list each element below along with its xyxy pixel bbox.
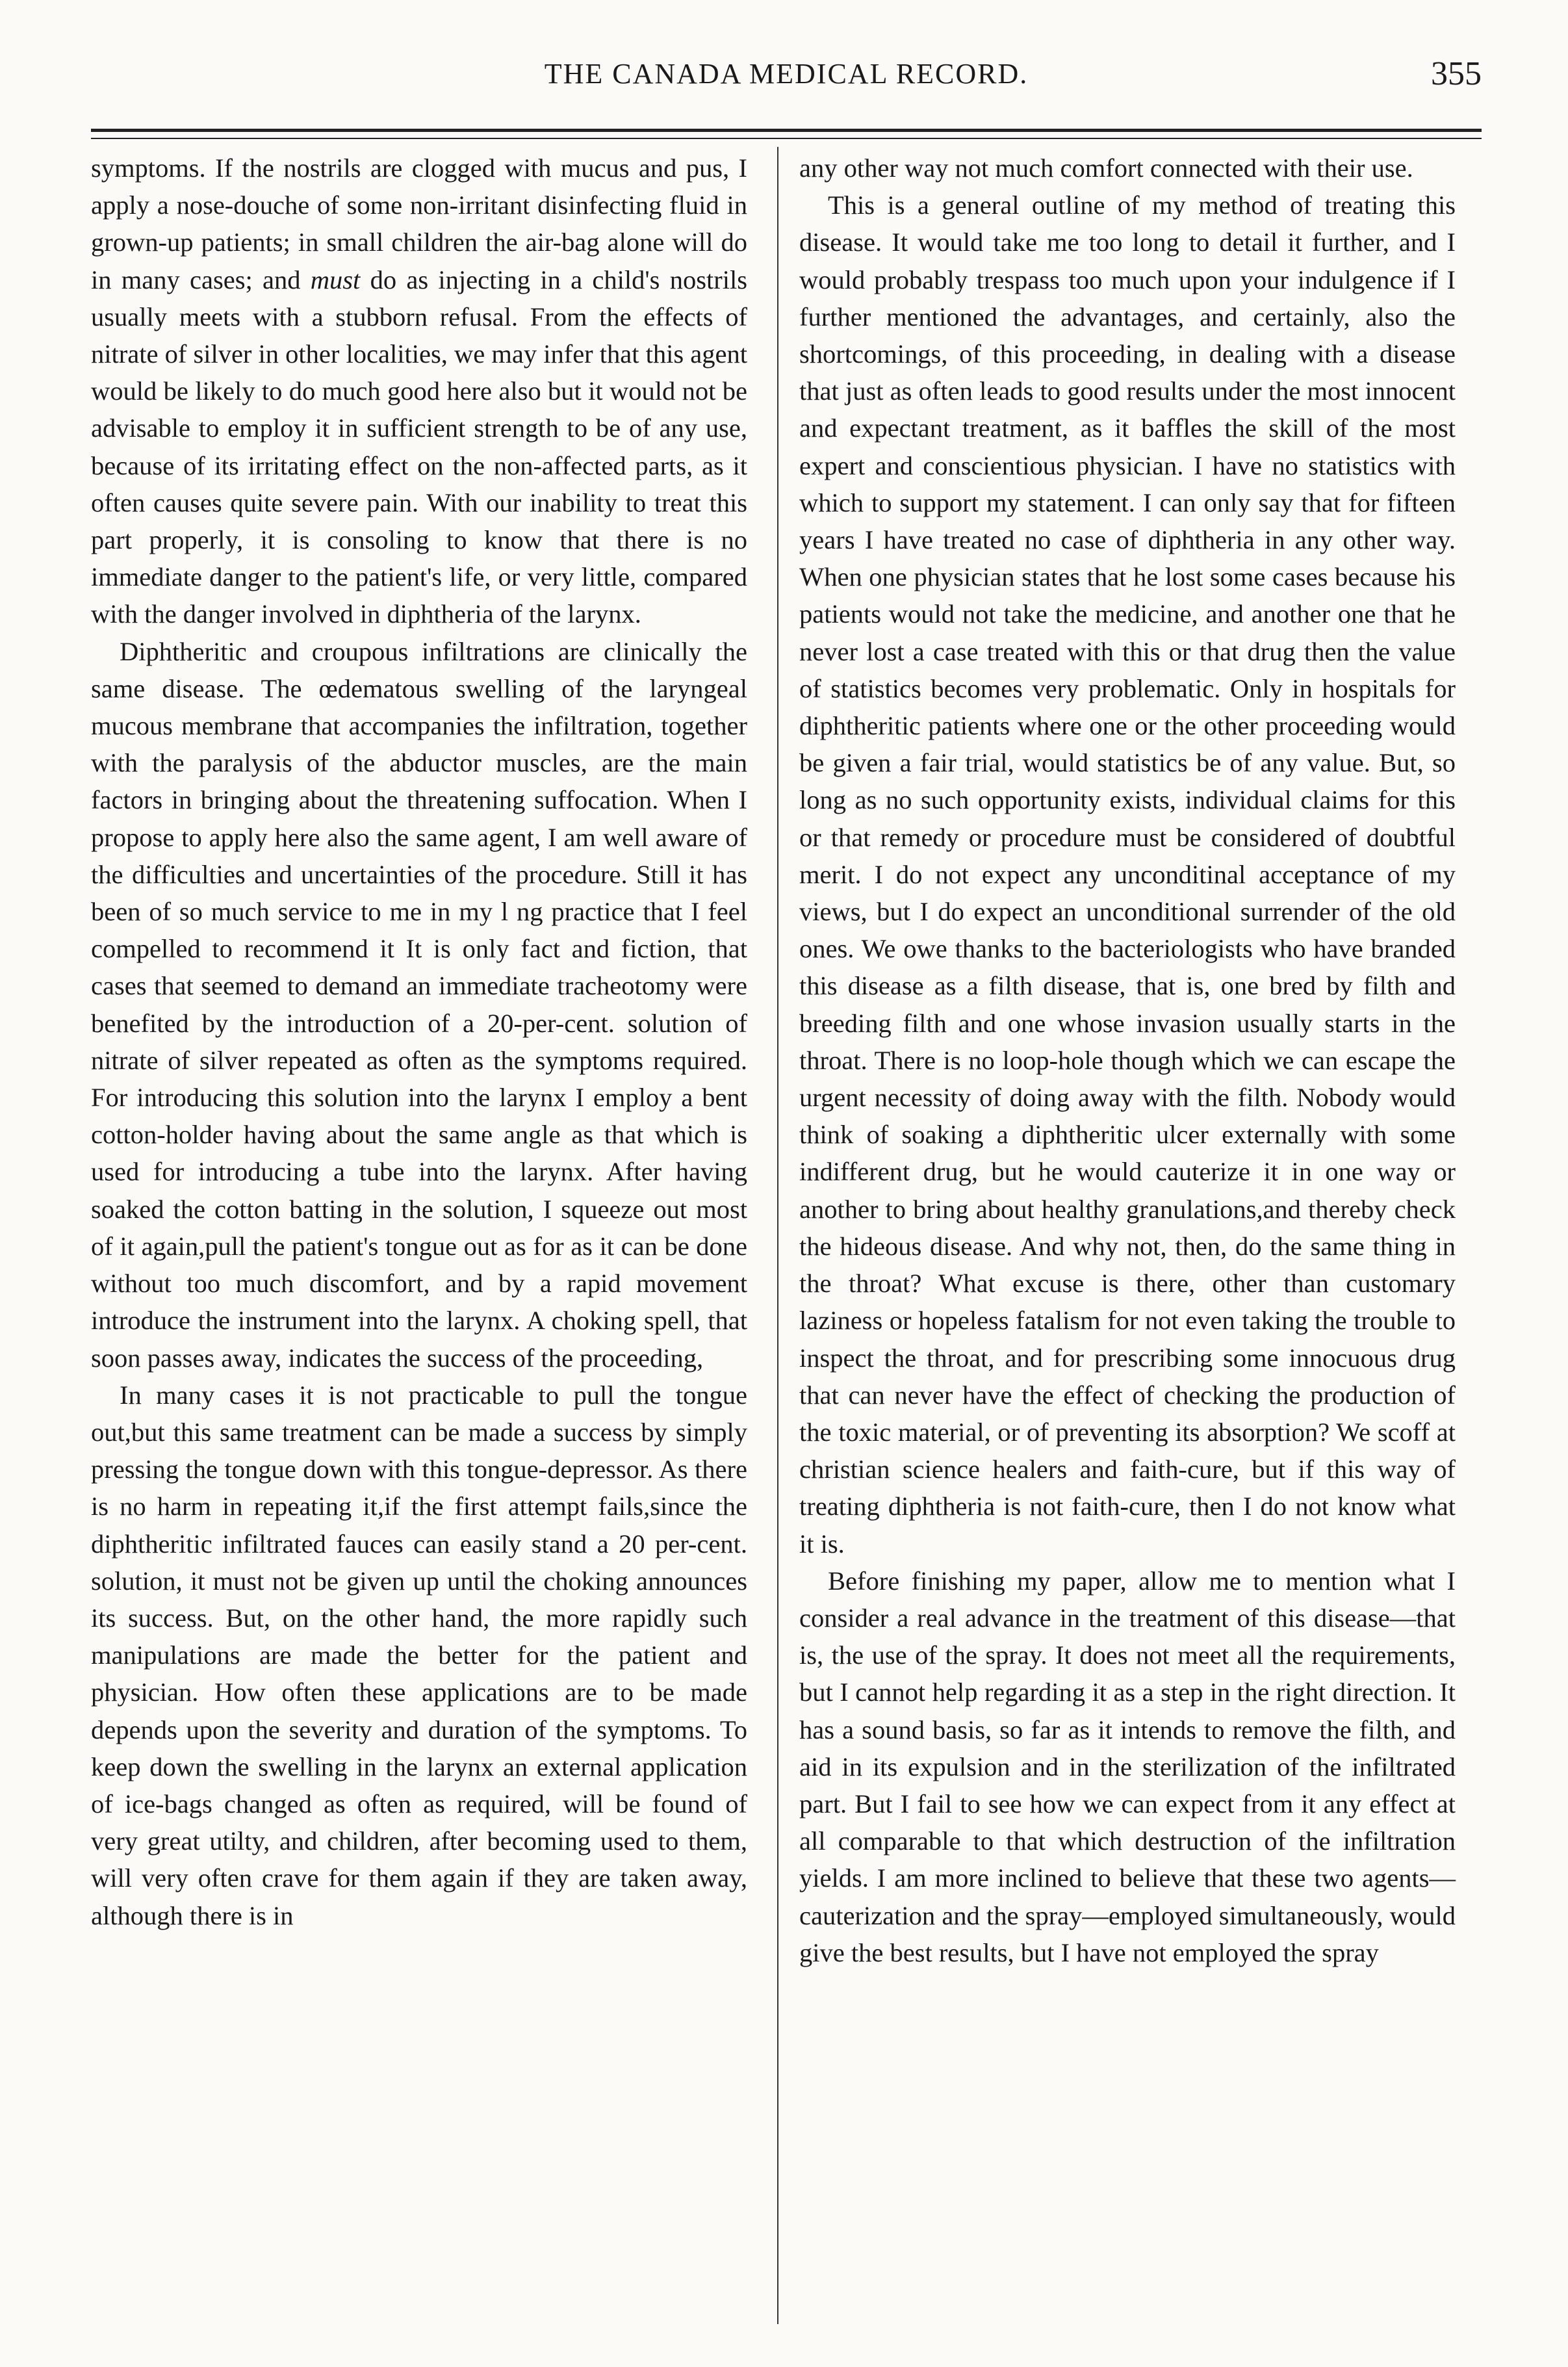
paragraph: any other way not much comfort connected with their use. <box>799 153 1413 183</box>
running-title: THE CANADA MEDICAL RECORD. <box>544 58 1029 90</box>
header-rule-thin <box>91 138 1482 139</box>
emphasis-text: must <box>310 265 361 294</box>
paragraph-text: symptoms. If the nostrils are clogged with mucus and pus, I apply a nose-douche of some non-irritant disinfecting fluid in grown-up patients; in small children the air-bag alone will do in many cases; and <box>91 153 747 294</box>
right-column <box>799 149 1456 1971</box>
paragraph: This is a general outline of my method of treating this disease. It would take me too long to detail it further, and I would probably trespass too much upon your indulgence if I further mentioned the advantages, and certainly, also the shortcomings, of this proceeding, in dealing with a disease that just as often leads to good results under the most innocent and expectant treatment, as it baffles the skill of the most expert and conscientious physician. I have no statistics with which to support my statement. I can only say that for fifteen years I have treated no case of diphtheria in any other way. When one physician states that he lost some cases because his patients would not take the medicine, and another one that he never lost a case treated with this or that drug then the value of statistics becomes very problematic. Only in hospitals for diphtheritic patients where one or the other proceeding would be given a fair trial, would statistics be of any value. But, so long as no such opportunity exists, individual claims for this or that remedy or procedure must be considered of doubtful merit. I do not expect any unconditinal acceptance of my views, but I do expect an unconditional surrender of the old ones. We owe thanks to the bacteriologists who have branded this disease as a filth disease, that is, one bred by filth and breeding filth and one whose invasion usually starts in the throat. There is no loop-hole though which we can escape the urgent necessity of doing away with the filth. Nobody would think of soaking a diphtheritic ulcer externally with some indifferent drug, but he would cauterize it in one way or another to bring about healthy granulations,and thereby check the hideous disease. And why not, then, do the same thing in the throat? What excuse is there, other than customary laziness or hopeless fatalism for not even taking the trouble to inspect the throat, and for prescribing some innocuous drug that can never have the effect of checking the production of the toxic material, or of preventing its absorption? We scoff at christian science healers and faith-cure, but if this way of treating diphtheria is not faith-cure, then I do not know what it is. <box>799 190 1456 1559</box>
paragraph: Diphtheritic and croupous infiltrations are clinically the same disease. The œdematous swelling of the laryngeal mucous membrane that accompanies the infiltration, together with the paralysis of the abductor muscles, are the main factors in bringing about the threatening suffocation. When I propose to apply here also the same agent, I am well aware of the difficulties and uncertainties of the procedure. Still it has been of so much service to me in my l ng practice that I feel compelled to recommend it It is only fact and fiction, that cases that seemed to demand an immediate tracheotomy were benefited by the introduction of a 20-per-cent. solution of nitrate of silver repeated as often as the symptoms required. For introducing this solution into the larynx I employ a bent cotton-holder having about the same angle as that which is used for introducing a tube into the larynx. After having soaked the cotton batting in the solution, I squeeze out most of it again,pull the patient's tongue out as for as it can be done without too much discomfort, and by a rapid movement introduce the instrument into the larynx. A choking spell, that soon passes away, indicates the success of the proceeding, <box>91 636 747 1373</box>
paragraph: In many cases it is not practicable to pull the tongue out,but this same treatment can be made a success by simply pressing the tongue down with this tongue-depressor. As there is no harm in repeating it,if the first attempt fails,since the diphtheritic infiltrated fauces can easily stand a 20 per-cent. solution, it must not be given up until the choking announces its success. But, on the other hand, the more rapidly such manipulations are made the better for the patient and physician. How often these applications are to be made depends upon the severity and duration of the symptoms. To keep down the swelling in the larynx an external application of ice-bags changed as often as required, will be found of very great utilty, and children, after becoming used to them, will very often crave for them again if they are taken away, although there is in <box>91 1380 747 1930</box>
column-divider <box>777 147 778 2324</box>
page-number: 355 <box>1431 55 1482 92</box>
paragraph <box>91 149 747 633</box>
paragraph: Before finishing my paper, allow me to mention what I consider a real advance in the treatment of this disease—that is, the use of the spray. It does not meet all the requirements, but I cannot help regarding it as a step in the right direction. It has a sound basis, so far as it intends to remove the filth, and aid in its expulsion and in the sterilization of the infiltrated part. But I fail to see how we can expect from it any effect at all comparable to that which destruction of the infiltration yields. I am more inclined to believe that these two agents—cauterization and the spray—employed simultaneously, would give the best results, but I have not employed the spray <box>799 1566 1456 1967</box>
header-rule-thick <box>91 129 1482 132</box>
page-header <box>91 57 1482 109</box>
paragraph-text: do as injecting in a child's nostrils usually meets with a stubborn refusal. From the effects of nitrate of silver in other localities, we may infer that this agent would be likely to do much good here also but it would not be advisable to employ it in sufficient strength to be of any use, because of its irritating effect on the non-affected parts, as it often causes quite severe pain. With our inability to treat this part properly, it is consoling to know that there is no immediate danger to the patient's life, or very little, compared with the danger involved in diphtheria of the larynx. <box>91 265 747 629</box>
left-column <box>91 149 747 1934</box>
